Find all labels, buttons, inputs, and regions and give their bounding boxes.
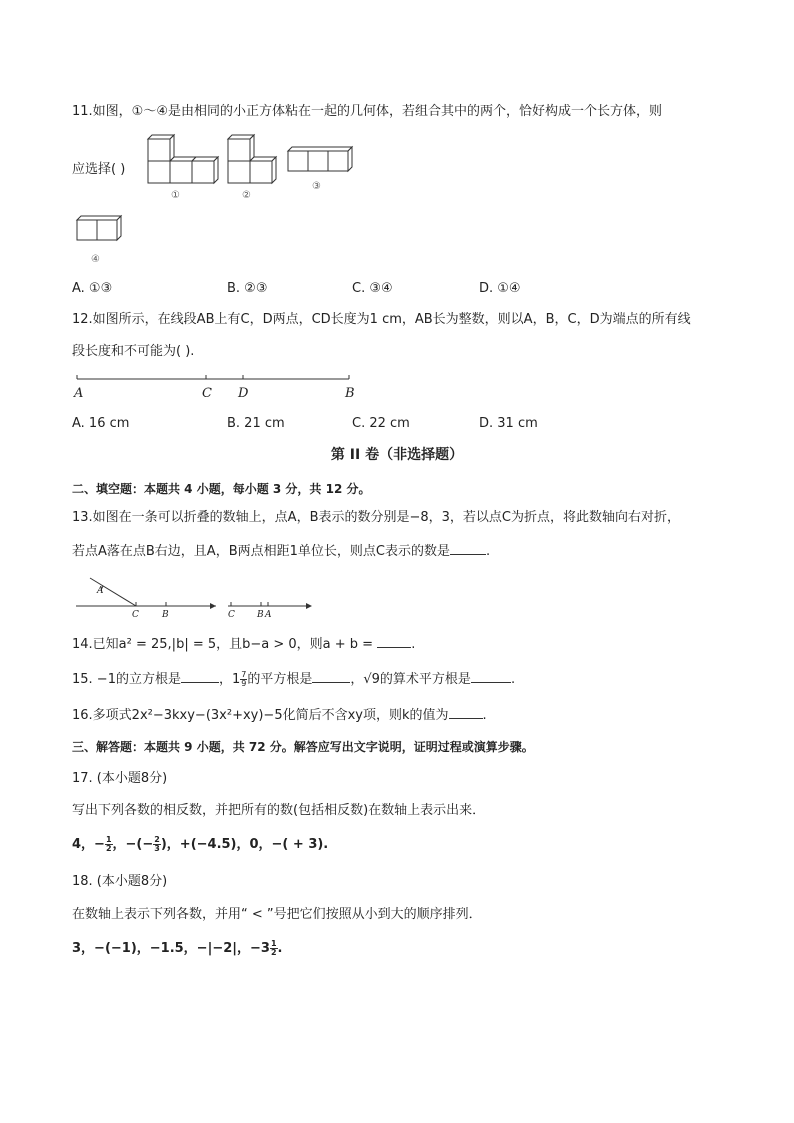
q17-instruction: 写出下列各数的相反数，并把所有的数(包括相反数)在数轴上表示出来． [72, 803, 486, 818]
q12-option-d: D. 31 cm [479, 416, 538, 431]
answer-section-header: 三、解答题：本题共 9 小题，共 72 分。解答应写出文字说明，证明过程或演算步骤。 [72, 740, 534, 754]
q18-fraction [270, 940, 278, 957]
q11-figure-1 [147, 137, 217, 185]
q15-text-1: 15. −1的立方根是 [72, 672, 181, 687]
q12-segment-figure [76, 374, 356, 400]
q16-answer-blank[interactable] [449, 706, 483, 719]
q13-fig1-label-c: C [132, 610, 139, 620]
q13-fig1-label-b: B [162, 610, 169, 620]
q15-blank-1[interactable] [181, 670, 219, 683]
q17-heading: 17. (本小题8分) [72, 771, 168, 786]
q12-option-c: C. 22 cm [352, 416, 410, 431]
q13-fig2-label-a: A [265, 610, 272, 620]
q18-fraction-denominator: 2 [270, 948, 277, 957]
q11-option-c: C. ③④ [352, 281, 393, 296]
q12-line2: 段长度和不可能为( ). [72, 344, 195, 359]
q15-text-3: 的平方根是 [247, 672, 313, 687]
q13-line2 [72, 542, 490, 561]
q12-option-b: B. 21 cm [227, 416, 285, 431]
q13-fig2-label-b: B [257, 610, 264, 620]
q11-line2: 应选择( ) [72, 162, 126, 177]
q15-text-2: ，1 [218, 672, 241, 687]
q11-line1: 11.如图，①～④是由相同的小正方体粘在一起的几何体，若组合其中的两个，恰好构成一个长方体，则 [72, 104, 662, 119]
q14-line [72, 635, 415, 654]
q15-fraction-denominator: 9 [241, 679, 247, 688]
q13-fig1-label-a: A [97, 586, 104, 596]
q11-option-a: A. ①③ [72, 281, 113, 296]
q12-point-d: D [238, 386, 249, 401]
q17-fraction-2-denominator: 3 [154, 844, 160, 853]
q11-figure-4-label: ④ [91, 254, 100, 265]
q14-end: . [411, 637, 416, 652]
q17-part-c: )，+(−4.5)，0，−( + 3). [160, 837, 329, 852]
q13-line2-end: . [485, 544, 491, 559]
q18-part-a: 3，−(−1)，−1.5，−|−2|，−3 [72, 941, 270, 956]
q11-figure-2-label: ② [242, 190, 251, 201]
q11-figure-3-label: ③ [312, 181, 321, 192]
q17-fraction-2-sign: − [142, 837, 154, 852]
q12-option-a: A. 16 cm [72, 416, 130, 431]
q11-figure-3 [287, 147, 355, 173]
q13-answer-blank[interactable] [450, 542, 486, 555]
q18-part-b: . [277, 941, 283, 956]
q15-blank-2[interactable] [312, 670, 350, 683]
q15-text-5: . [510, 672, 516, 687]
q11-figure-2 [227, 137, 277, 185]
q18-numbers [72, 940, 282, 958]
q17-fraction-2 [153, 836, 161, 853]
section-2-title: 第 II 卷（非选择题） [330, 447, 464, 463]
q17-fraction-2-numerator: 2 [154, 835, 160, 844]
q13-line1: 13.如图在一条可以折叠的数轴上，点A，B表示的数分别是−8，3，若以点C为折点，将此数轴向右对折， [72, 510, 680, 525]
q14-text: 14.已知a² = 25,|b| = 5，且b−a > 0，则a + b = [72, 637, 378, 652]
q15-line [72, 670, 515, 689]
q17-fraction-1-denominator: 2 [105, 844, 112, 853]
q11-figure-1-label: ① [171, 190, 180, 201]
q17-fraction-1 [105, 836, 113, 853]
q11-option-b: B. ②③ [227, 281, 268, 296]
q16-line [72, 706, 487, 725]
q11-option-d: D. ①④ [479, 281, 521, 296]
q12-point-a: A [74, 386, 84, 401]
q18-heading: 18. (本小题8分) [72, 874, 168, 889]
q13-folding-figure [76, 576, 316, 612]
q18-instruction: 在数轴上表示下列各数，并用“ < ”号把它们按照从小到大的顺序排列． [72, 907, 482, 922]
q16-end: . [482, 708, 487, 723]
q15-blank-3[interactable] [471, 670, 511, 683]
q16-text: 16.多项式2x²−3kxy−(3x²+xy)−5化简后不含xy项，则k的值为 [72, 708, 449, 723]
q17-numbers [72, 836, 328, 854]
q13-fig2-label-c: C [228, 610, 235, 620]
q13-line2-text: 若点A落在点B右边，且A，B两点相距1单位长，则点C表示的数是 [72, 544, 450, 559]
q12-point-c: C [202, 386, 212, 401]
q17-part-b: ，−( [112, 837, 143, 852]
q18-fraction-numerator: 1 [270, 939, 277, 948]
q12-line1: 12.如图所示，在线段AB上有C，D两点，CD长度为1 cm，AB长为整数，则以A，B，C，D为端点的所有线 [72, 312, 691, 327]
q14-answer-blank[interactable] [377, 635, 411, 648]
q11-figure-4 [76, 216, 122, 242]
fill-in-header: 二、填空题：本题共 4 小题，每小题 3 分，共 12 分。 [72, 482, 371, 496]
q12-point-b: B [345, 386, 355, 401]
q15-text-4: ，√9的算术平方根是 [350, 672, 471, 687]
q17-part-a: 4，− [72, 837, 105, 852]
q15-fraction-numerator: 7 [241, 670, 247, 679]
q17-fraction-1-numerator: 1 [105, 835, 112, 844]
